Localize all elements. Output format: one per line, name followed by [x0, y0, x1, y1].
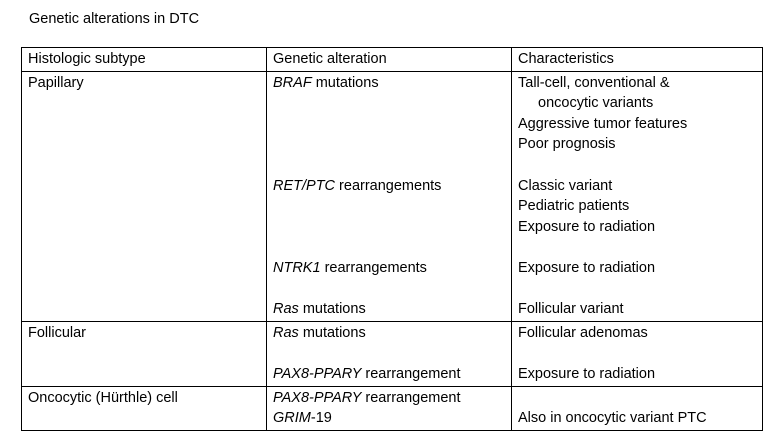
subtype-label: Oncocytic (Hürthle) cell [28, 389, 178, 406]
alteration-line [273, 388, 511, 409]
alteration-cell [267, 71, 512, 321]
alteration-type: mutations [298, 324, 366, 341]
characteristic-line [518, 388, 762, 409]
table-row [22, 321, 763, 386]
characteristic-line: Exposure to radiation [518, 218, 656, 235]
characteristic-line: Classic variant [518, 177, 613, 194]
characteristic-line: Exposure to radiation [518, 365, 656, 382]
gene-name: GRIM [273, 410, 311, 427]
header-characteristics: Characteristics [512, 48, 763, 72]
characteristic-line: Follicular variant [518, 301, 624, 318]
document-title: Genetic alterations in DTC [29, 11, 200, 27]
alteration-line [273, 299, 511, 320]
characteristic-line [518, 237, 762, 258]
alteration-cell [267, 386, 512, 430]
table-row [22, 71, 763, 321]
subtype-cell [22, 386, 267, 430]
alteration-type: mutations [311, 74, 379, 91]
alteration-line [273, 93, 511, 114]
characteristics-cell [512, 386, 763, 430]
alteration-line [273, 237, 511, 258]
characteristic-line: Pediatric patients [518, 198, 630, 215]
alteration-type: mutations [298, 301, 366, 318]
gene-name: NTRK1 [273, 259, 321, 276]
alteration-type: rearrangement [361, 365, 461, 382]
alteration-line [273, 364, 511, 385]
characteristic-line: Follicular adenomas [518, 324, 648, 341]
alteration-line [273, 196, 511, 217]
subtype-cell [22, 71, 267, 321]
alteration-line [273, 155, 511, 176]
characteristic-line [518, 279, 762, 300]
header-histologic-subtype: Histologic subtype [22, 48, 267, 72]
alteration-line [273, 217, 511, 238]
alteration-line [273, 114, 511, 135]
characteristic-line [518, 155, 762, 176]
characteristic-line: Also in oncocytic variant PTC [518, 410, 707, 427]
gene-name: RET/PTC [273, 177, 336, 194]
alteration-cell [267, 321, 512, 386]
characteristic-line [518, 343, 762, 364]
subtype-label: Papillary [28, 74, 84, 91]
alteration-line [273, 258, 511, 279]
header-genetic-alteration: Genetic alteration [267, 48, 512, 72]
characteristic-line: Poor prognosis [518, 136, 616, 153]
alteration-line [273, 408, 511, 429]
characteristic-line: oncocytic variants [538, 95, 654, 112]
gene-name: PAX8-PPARY [273, 365, 362, 382]
table-row [22, 386, 763, 430]
alteration-type: -19 [310, 410, 332, 427]
alteration-type: rearrangements [320, 259, 427, 276]
gene-name: PAX8-PPARY [273, 389, 362, 406]
alteration-line [273, 134, 511, 155]
table-header-row [22, 48, 763, 72]
subtype-label: Follicular [28, 324, 87, 341]
alteration-line [273, 279, 511, 300]
gene-name: Ras [273, 301, 299, 318]
alteration-type: rearrangement [361, 389, 461, 406]
alteration-line [273, 73, 511, 94]
alteration-type: rearrangements [335, 177, 442, 194]
genetic-alterations-table [21, 47, 763, 431]
characteristic-line: Aggressive tumor features [518, 115, 688, 132]
alteration-line [273, 176, 511, 197]
alteration-line [273, 343, 511, 364]
characteristic-line: Tall-cell, conventional & [518, 74, 670, 91]
alteration-line [273, 323, 511, 344]
subtype-cell [22, 321, 267, 386]
gene-name: Ras [273, 324, 299, 341]
characteristics-cell [512, 321, 763, 386]
characteristics-cell [512, 71, 763, 321]
gene-name: BRAF [273, 74, 312, 91]
characteristic-line: Exposure to radiation [518, 259, 656, 276]
